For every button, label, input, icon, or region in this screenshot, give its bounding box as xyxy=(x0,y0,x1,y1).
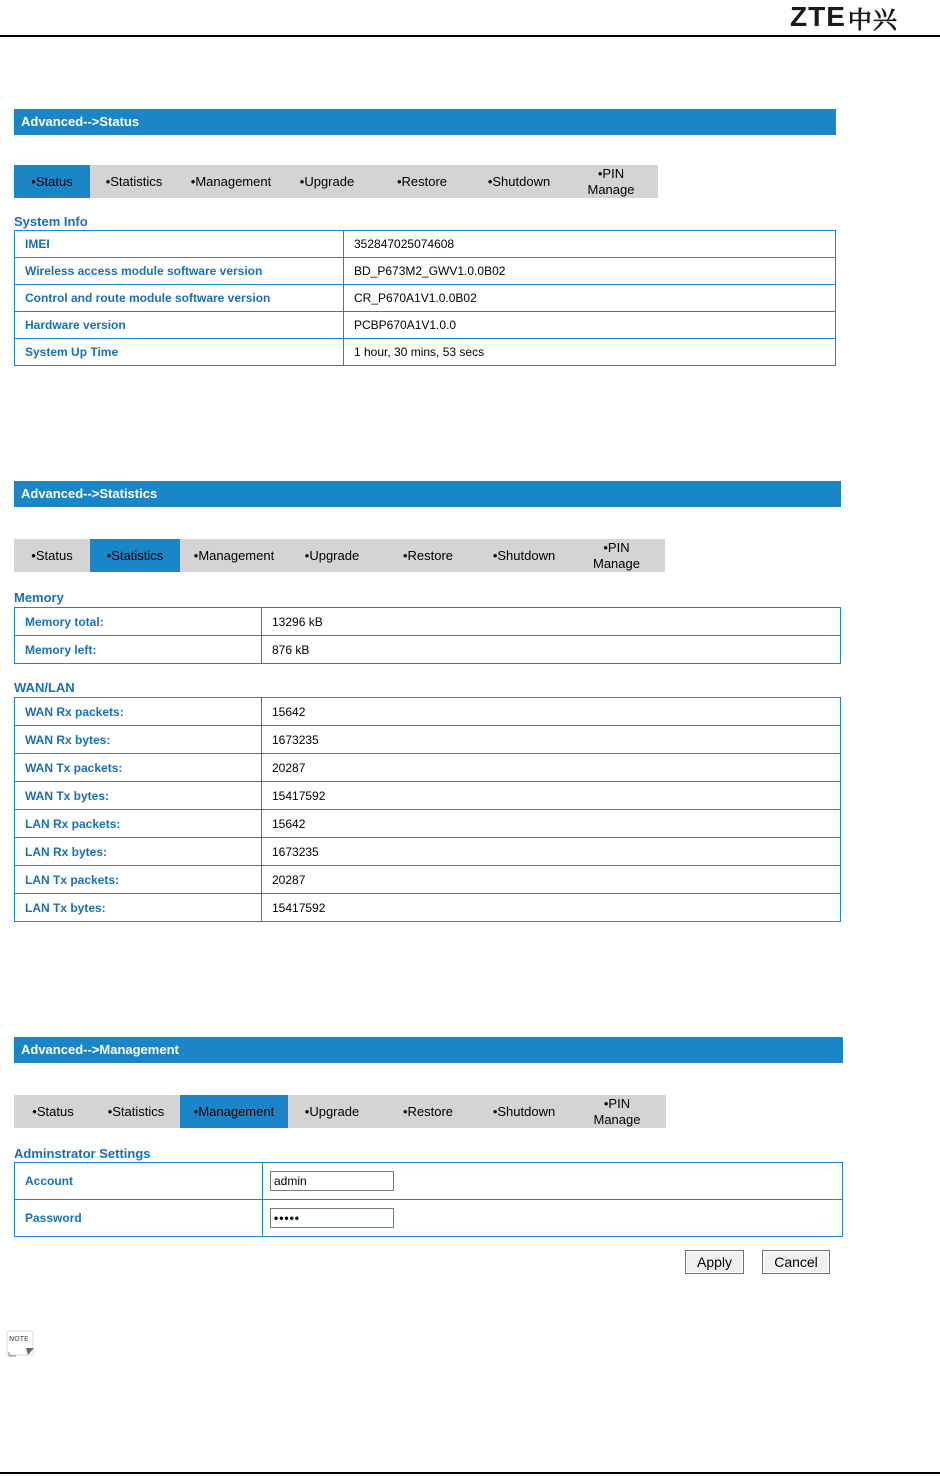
row-value: 15642 xyxy=(262,698,841,726)
tab-shutdown[interactable]: •Shutdown xyxy=(487,173,551,189)
tab-statistics[interactable]: •Statistics xyxy=(90,539,180,572)
account-input[interactable] xyxy=(270,1171,394,1191)
system-info-table xyxy=(14,230,836,366)
table-row xyxy=(15,339,836,366)
row-value: 15642 xyxy=(262,810,841,838)
note-icon-text: NOTE xyxy=(9,1335,29,1343)
statistics-header-title: Advanced-->Statistics xyxy=(14,481,841,507)
table-row xyxy=(15,726,841,754)
tab-pin-line1: •PIN xyxy=(603,1095,631,1111)
management-header-bar xyxy=(14,1037,843,1063)
row-label: WAN Tx bytes: xyxy=(15,782,262,810)
cancel-button[interactable]: Cancel xyxy=(762,1250,830,1274)
memory-table xyxy=(14,607,841,664)
tab-restore[interactable]: •Restore xyxy=(402,547,454,563)
row-value: 1673235 xyxy=(262,838,841,866)
row-label: System Up Time xyxy=(15,339,344,366)
table-row xyxy=(15,782,841,810)
table-row xyxy=(15,838,841,866)
account-cell xyxy=(263,1163,843,1200)
wanlan-title: WAN/LAN xyxy=(14,680,75,695)
tab-statistics[interactable]: •Statistics xyxy=(107,1103,165,1119)
row-value: 1673235 xyxy=(262,726,841,754)
statistics-header-bar xyxy=(14,481,841,507)
row-label: Control and route module software version xyxy=(15,285,344,312)
tab-pin-line1: •PIN xyxy=(597,165,625,181)
table-row xyxy=(15,285,836,312)
row-label: LAN Rx packets: xyxy=(15,810,262,838)
management-tab-bar xyxy=(14,1095,666,1128)
table-row xyxy=(15,258,836,285)
status-header-title: Advanced-->Status xyxy=(14,109,836,135)
tab-restore[interactable]: •Restore xyxy=(396,173,448,189)
password-label: Password xyxy=(15,1200,263,1237)
row-value: 352847025074608 xyxy=(344,231,836,258)
table-row xyxy=(15,866,841,894)
note-icon xyxy=(6,1330,36,1358)
admin-settings-title: Adminstrator Settings xyxy=(14,1146,151,1161)
wanlan-table xyxy=(14,697,841,922)
apply-button[interactable]: Apply xyxy=(685,1250,744,1274)
row-value: PCBP670A1V1.0.0 xyxy=(344,312,836,339)
table-row xyxy=(15,231,836,258)
tab-pin-line2: Manage xyxy=(587,181,635,197)
row-label: WAN Tx packets: xyxy=(15,754,262,782)
row-value: BD_P673M2_GWV1.0.0B02 xyxy=(344,258,836,285)
tab-management[interactable]: •Management xyxy=(190,173,272,189)
account-label: Account xyxy=(15,1163,263,1200)
tab-management[interactable]: •Management xyxy=(193,547,275,563)
table-row xyxy=(15,1163,843,1200)
table-row xyxy=(15,636,841,664)
row-value: 15417592 xyxy=(262,894,841,922)
bottom-rule xyxy=(0,1472,940,1474)
admin-settings-table xyxy=(14,1162,843,1237)
tab-management[interactable]: •Management xyxy=(180,1095,288,1128)
table-row xyxy=(15,608,841,636)
table-row xyxy=(15,1200,843,1237)
row-label: WAN Rx packets: xyxy=(15,698,262,726)
password-input[interactable] xyxy=(270,1208,394,1228)
memory-title: Memory xyxy=(14,590,64,605)
row-label: LAN Tx bytes: xyxy=(15,894,262,922)
tab-upgrade[interactable]: •Upgrade xyxy=(304,547,360,563)
tab-upgrade[interactable]: •Upgrade xyxy=(304,1103,360,1119)
statistics-tab-bar xyxy=(14,539,665,572)
row-value: CR_P670A1V1.0.0B02 xyxy=(344,285,836,312)
status-tab-bar xyxy=(14,165,658,198)
table-row xyxy=(15,312,836,339)
tab-pin-manage[interactable] xyxy=(564,165,658,198)
status-header-bar xyxy=(14,109,836,135)
tab-pin-manage[interactable] xyxy=(568,539,665,572)
tab-statistics[interactable]: •Statistics xyxy=(105,173,163,189)
row-value: 20287 xyxy=(262,866,841,894)
tab-shutdown[interactable]: •Shutdown xyxy=(492,547,556,563)
row-value: 1 hour, 30 mins, 53 secs xyxy=(344,339,836,366)
password-cell xyxy=(263,1200,843,1237)
table-row xyxy=(15,754,841,782)
tab-pin-line1: •PIN xyxy=(603,539,630,555)
tab-status[interactable]: •Status xyxy=(31,547,73,563)
table-row xyxy=(15,698,841,726)
row-label: LAN Tx packets: xyxy=(15,866,262,894)
zte-logo xyxy=(790,0,898,34)
table-row xyxy=(15,810,841,838)
row-value: 876 kB xyxy=(262,636,841,664)
table-row xyxy=(15,894,841,922)
row-label: WAN Rx bytes: xyxy=(15,726,262,754)
row-value: 13296 kB xyxy=(262,608,841,636)
tab-pin-line2: Manage xyxy=(593,1111,641,1127)
row-value: 20287 xyxy=(262,754,841,782)
row-value: 15417592 xyxy=(262,782,841,810)
row-label: Memory left: xyxy=(15,636,262,664)
row-label: Hardware version xyxy=(15,312,344,339)
row-label: Wireless access module software version xyxy=(15,258,344,285)
tab-pin-manage[interactable] xyxy=(568,1095,666,1128)
row-label: IMEI xyxy=(15,231,344,258)
management-header-title: Advanced-->Management xyxy=(14,1037,843,1063)
tab-shutdown[interactable]: •Shutdown xyxy=(492,1103,556,1119)
tab-upgrade[interactable]: •Upgrade xyxy=(299,173,355,189)
logo-text: ZTE xyxy=(790,1,846,32)
tab-status[interactable]: •Status xyxy=(32,1103,74,1119)
tab-pin-line2: Manage xyxy=(593,555,640,571)
row-label: Memory total: xyxy=(15,608,262,636)
logo-text-cn: 中兴 xyxy=(847,5,898,34)
system-info-title: System Info xyxy=(14,214,88,229)
tab-restore[interactable]: •Restore xyxy=(402,1103,454,1119)
top-rule xyxy=(0,35,940,37)
tab-status[interactable]: •Status xyxy=(14,165,90,198)
row-label: LAN Rx bytes: xyxy=(15,838,262,866)
